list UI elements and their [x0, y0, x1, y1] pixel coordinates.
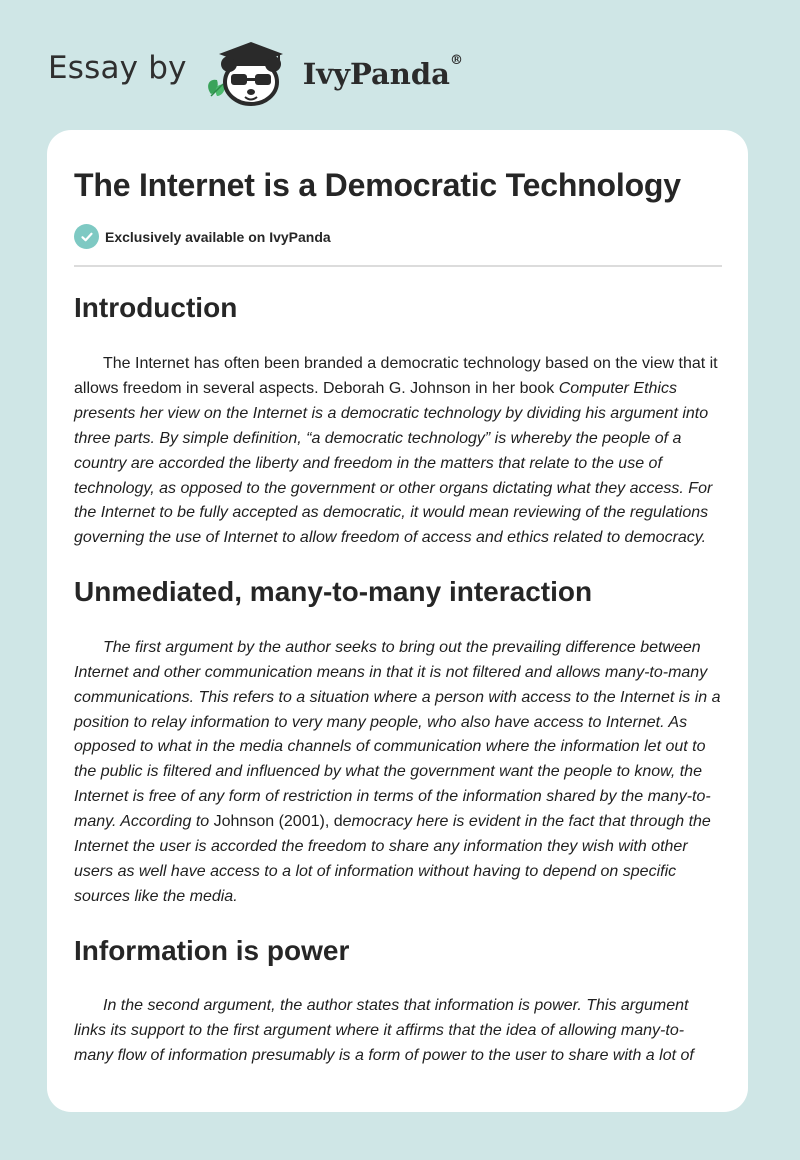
check-icon	[74, 224, 99, 249]
section-heading-information-power: Information is power	[74, 934, 350, 966]
essay-card	[47, 130, 748, 1112]
section-heading-introduction: Introduction	[74, 292, 238, 324]
title-divider	[74, 265, 722, 267]
section-paragraph-unmediated: The first argument by the author seeks to bring out the prevailing difference between Internet and other communication means in that it is not filtered and allows many-to-many communications. This refers to a situation where a person with access to the Internet is in a position to relay information to very many people, who also have access to Internet. As opposed to what in the media channels of communication where the information let out to the public is filtered and influenced by what the government want the people to know, the Internet is free of any form of restriction in terms of the information shared by the many-to-many. According to Johnson (2001), democracy here is evident in the fact that through the Internet the user is accorded the freedom to share any information they wish with other users as well have access to a lot of information without having to depend on specific sources like the media.	[74, 638, 721, 905]
brand-prefix: Essay by	[48, 50, 187, 86]
section-paragraph-introduction: The Internet has often been branded a democratic technology based on the view that it allows freedom in several aspects. Deborah G. Johnson in her book Computer Ethics presents her view on the Internet is a democratic technology by dividing his argument into three parts. By simple definition, “a democratic technology” is whereby the people of a country are accorded the liberty and freedom in the matters that relate to the use of technology, as opposed to the government or other organs dictating what they access. For the Internet to be fully accepted as democratic, it would mean reviewing of the regulations governing the use of Internet to allow freedom of access and ethics related to democracy.	[74, 354, 718, 547]
section-paragraph-information-power: In the second argument, the author states that information is power. This argument links its support to the first argument where it affirms that the idea of allowing many-to-many flow of information presumably is a form of power to the user to share with a lot of	[74, 997, 694, 1065]
panda-mascot-icon	[201, 36, 297, 108]
exclusive-badge	[74, 224, 722, 249]
brand-logo[interactable]	[48, 36, 463, 108]
essay-title: The Internet is a Democratic Technology	[74, 167, 681, 203]
brand-name: IvyPanda®	[302, 53, 463, 91]
registered-mark: ®	[449, 53, 463, 68]
section-heading-unmediated: Unmediated, many-to-many interaction	[74, 576, 593, 608]
exclusive-badge-text: Exclusively available on IvyPanda	[105, 228, 331, 245]
